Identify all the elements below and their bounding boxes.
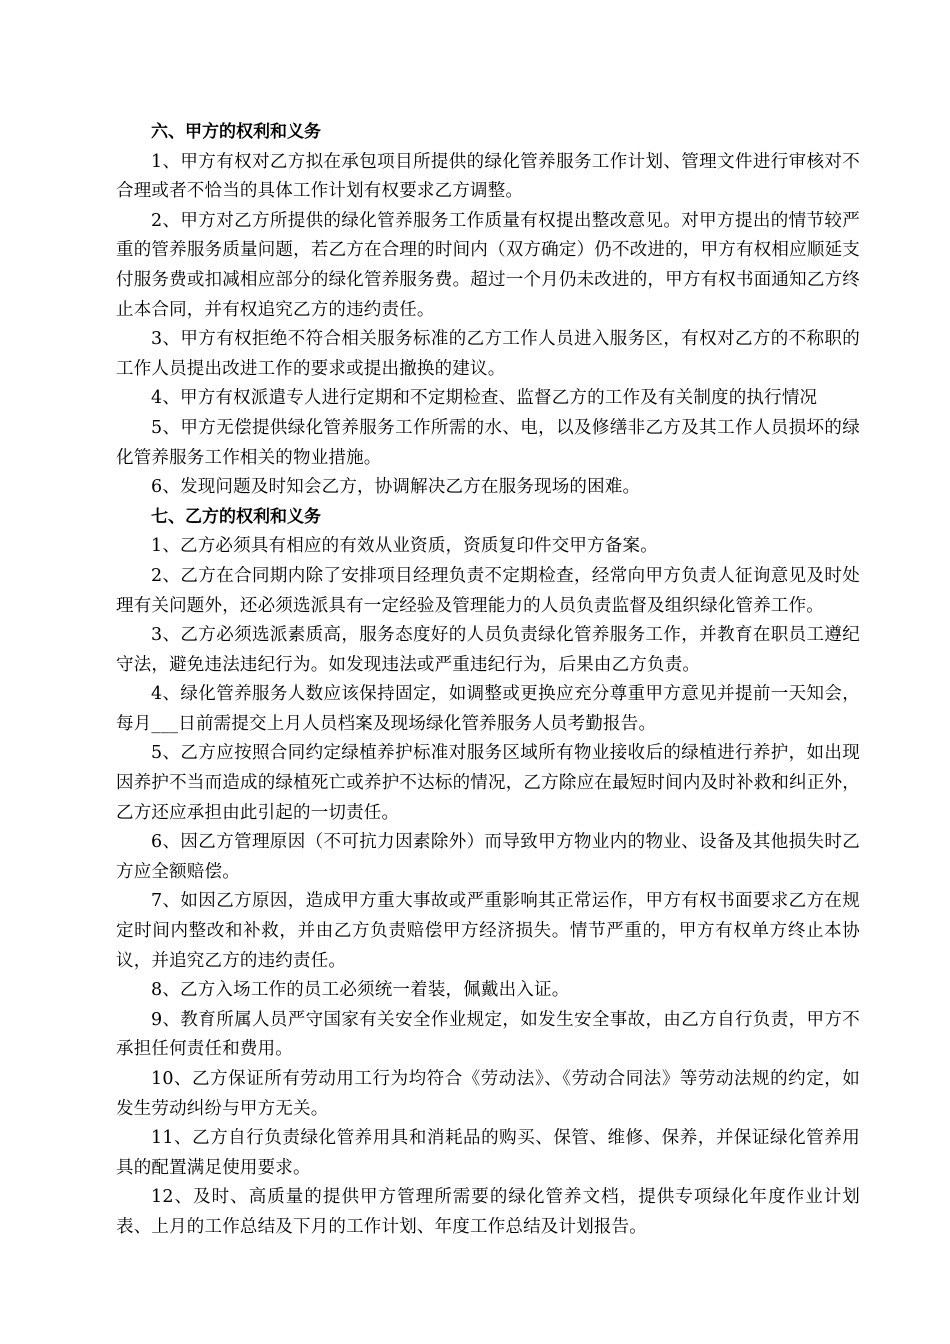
paragraph: 5、乙方应按照合同约定绿植养护标准对服务区域所有物业接收后的绿植进行养护，如出现因养护不当而造成的绿植死亡或养护不达标的情况，乙方除应在最短时间内及时补救和纠正外，乙方还应承担由此引起的一切责任。 [116, 743, 860, 823]
paragraph: 3、乙方必须选派素质高，服务态度好的人员负责绿化管养服务工作，并教育在职员工遵纪守法，避免违法违纪行为。如发现违法或严重违纪行为，后果由乙方负责。 [116, 625, 860, 675]
paragraph: 6、因乙方管理原因（不可抗力因素除外）而导致甲方物业内的物业、设备及其他损失时乙方应全额赔偿。 [116, 832, 860, 882]
paragraph: 1、甲方有权对乙方拟在承包项目所提供的绿化管养服务工作计划、管理文件进行审核对不合理或者不恰当的具体工作计划有权要求乙方调整。 [116, 151, 860, 202]
paragraph: 6、发现问题及时知会乙方，协调解决乙方在服务现场的困难。 [151, 477, 641, 498]
paragraph: 7、如因乙方原因，造成甲方重大事故或严重影响其正常运作，甲方有权书面要求乙方在规定时间内整改和补救，并由乙方负责赔偿甲方经济损失。情节严重的，甲方有权单方终止本协议，并追究乙方的违约责任。 [116, 891, 860, 971]
section-heading-party-a: 六、甲方的权利和义务 [151, 122, 321, 142]
paragraph: 5、甲方无偿提供绿化管养服务工作所需的水、电，以及修缮非乙方及其工作人员损坏的绿化管养服务工作相关的物业措施。 [116, 417, 860, 468]
section-heading-party-b: 七、乙方的权利和义务 [151, 506, 321, 527]
document-body [116, 118, 860, 1243]
paragraph: 2、甲方对乙方所提供的绿化管养服务工作质量有权提出整改意见。对甲方提出的情节较严重的管养服务质量问题，若乙方在合理的时间内（双方确定）仍不改进的，甲方有权相应顺延支付服务费或扣减相应部分的绿化管养服务费。超过一个月仍未改进的，甲方有权书面通知乙方终止本合同，并有权追究乙方的违约责任。 [116, 210, 860, 320]
paragraph: 2、乙方在合同期内除了安排项目经理负责不定期检查，经常向甲方负责人征询意见及时处理有关问题外，还必须选派具有一定经验及管理能力的人员负责监督及组织绿化管养工作。 [116, 565, 860, 616]
paragraph: 1、乙方必须具有相应的有效从业资质，资质复印件交甲方备案。 [151, 536, 658, 557]
paragraph: 10、乙方保证所有劳动用工行为均符合《劳动法》、《劳动合同法》等劳动法规的约定，如发生劳动纠纷与甲方无关。 [116, 1069, 860, 1119]
paragraph: 12、及时、高质量的提供甲方管理所需要的绿化管养文档，提供专项绿化年度作业计划表、上月的工作总结及下月的工作计划、年度工作总结及计划报告。 [116, 1187, 860, 1237]
paragraph: 3、甲方有权拒绝不符合相关服务标准的乙方工作人员进入服务区，有权对乙方的不称职的工作人员提出改进工作的要求或提出撤换的建议。 [116, 329, 860, 379]
paragraph: 9、教育所属人员严守国家有关安全作业规定，如发生安全事故，由乙方自行负责，甲方不承担任何责任和费用。 [116, 1009, 860, 1060]
paragraph: 4、甲方有权派遣专人进行定期和不定期检查、监督乙方的工作及有关制度的执行情况 [151, 388, 818, 409]
paragraph: 4、绿化管养服务人数应该保持固定，如调整或更换应充分尊重甲方意见并提前一天知会，每月___日前需提交上月人员档案及现场绿化管养服务人员考勤报告。 [116, 684, 860, 734]
paragraph: 8、乙方入场工作的员工必须统一着装，佩戴出入证。 [151, 980, 570, 1001]
paragraph: 11、乙方自行负责绿化管养用具和消耗品的购买、保管、维修、保养，并保证绿化管养用具的配置满足使用要求。 [116, 1128, 860, 1178]
